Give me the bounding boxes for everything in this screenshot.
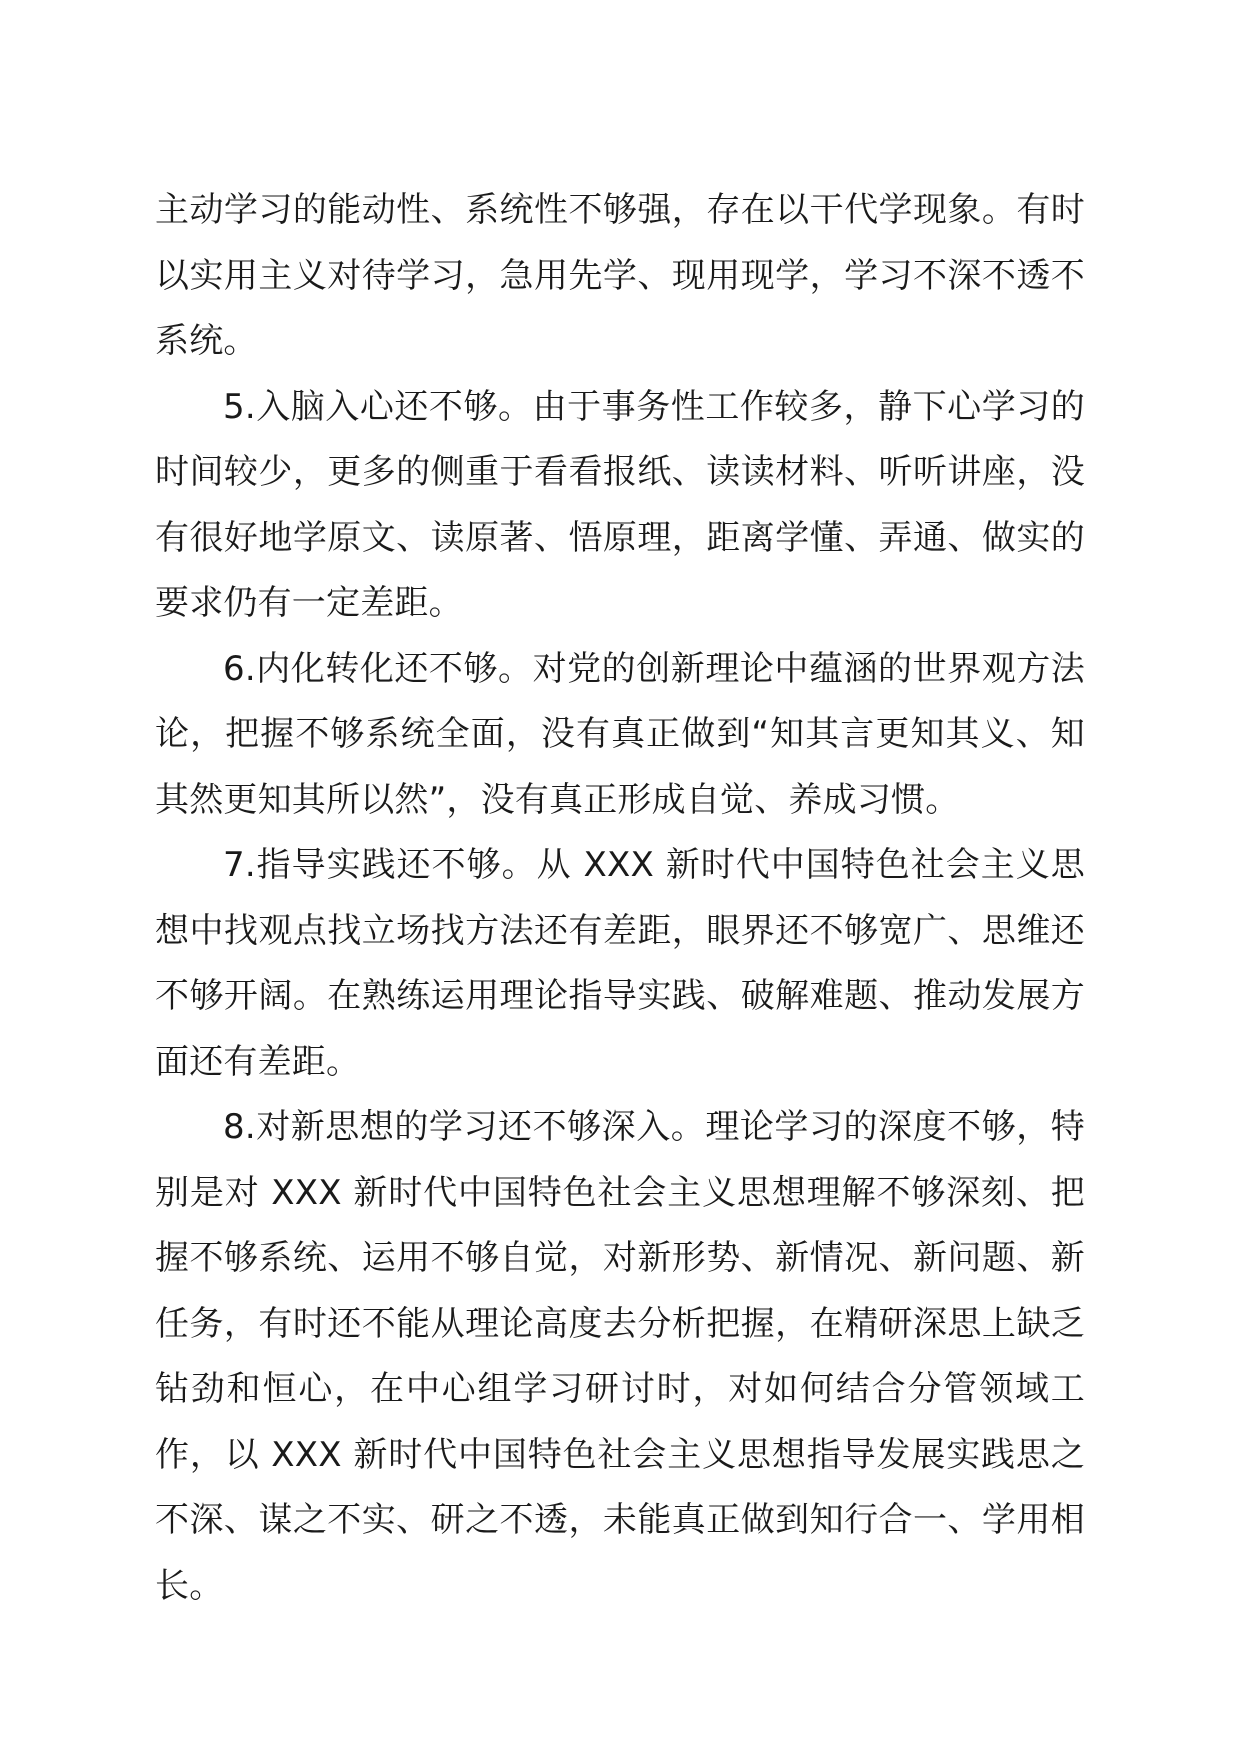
paragraph-item-6: 6.内化转化还不够。对党的创新理论中蕴涵的世界观方法论，把握不够系统全面，没有真正做到“知其言更知其义、知其然更知其所以然”，没有真正形成自觉、养成习惯。	[155, 648, 1085, 820]
paragraph-item-5: 5.入脑入心还不够。由于事务性工作较多，静下心学习的时间较少，更多的侧重于看看报纸、读读材料、听听讲座，没有很好地学原文、读原著、悟原理，距离学懂、弄通、做实的要求仍有一定差距。	[155, 386, 1085, 623]
document-body	[155, 178, 1085, 1619]
paragraph-item-8: 8.对新思想的学习还不够深入。理论学习的深度不够，特别是对 XXX 新时代中国特色社会主义思想理解不够深刻、把握不够系统、运用不够自觉，对新形势、新情况、新问题、新任务，有时还不能从理论高度去分析把握，在精研深思上缺乏钻劲和恒心，在中心组学习研讨时，对如何结合分管领域工作，以 XXX 新时代中国特色社会主义思想指导发展实践思之不深、谋之不实、研之不透，未能真正做到知行合一、学用相长。	[155, 1107, 1085, 1606]
paragraph-item-7: 7.指导实践还不够。从 XXX 新时代中国特色社会主义思想中找观点找立场找方法还有差距，眼界还不够宽广、思维还不够开阔。在熟练运用理论指导实践、破解难题、推动发展方面还有差距。	[155, 845, 1085, 1082]
paragraph-continuation: 主动学习的能动性、系统性不够强，存在以干代学现象。有时以实用主义对待学习，急用先学、现用现学，学习不深不透不系统。	[155, 190, 1085, 361]
